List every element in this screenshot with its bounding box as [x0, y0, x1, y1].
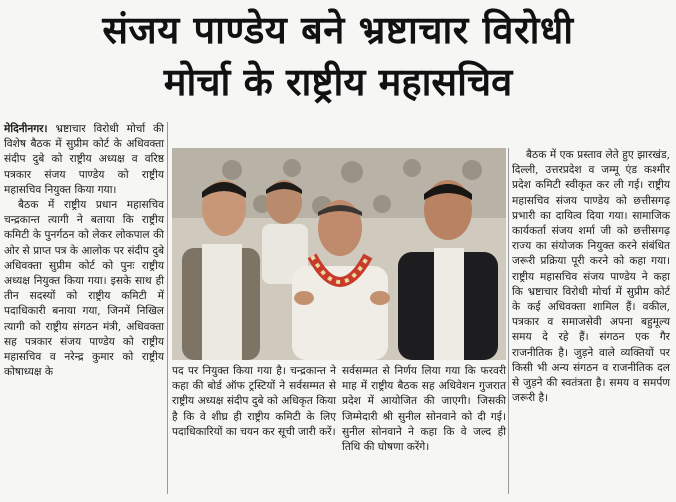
paragraph-2: बैठक में राष्ट्रीय प्रधान महासचिव चन्द्रकान्त त्यागी ने बताया कि राष्ट्रीय कमिटी के पुनर्गठन को लेकर लोकपाल की ओर से प्राप्त पत्र के आलोक पर संदीप दुबे अधिवक्ता सुप्रीम कोर्ट को पुनः राष्ट्रीय अध्यक्ष नियुक्त किया गया। इसके साथ ही तीन सदस्यों को राष्ट्रीय कमिटी में पदाधिकारी बनाया गया, जिनमें निखिल त्यागी को राष्ट्रीय संगठन मंत्री, अधिवक्ता सह पत्रकार संजय पाण्डेय को राष्ट्रीय महासचिव व नरेन्द्र कुमार को राष्ट्रीय कोषाध्यक्ष के [4, 199, 164, 379]
column-2b: सर्वसम्मत से निर्णय लिया गया कि फरवरी माह में राष्ट्रीय बैठक सह अधिवेशन गुजरात प्रदेश में आयोजित की जाएगी। जिसकी जिम्मेदारी श्री सुनील सोनवाने को दी गई। सुनील सोनवाने ने कहा कि वे जल्द ही तिथि की घोषणा करेंगे। [342, 365, 506, 454]
news-photo [172, 148, 506, 360]
headline-line-1: संजय पाण्डेय बने भ्रष्टाचार विरोधी [102, 8, 574, 52]
headline [0, 4, 676, 108]
article-column-2 [172, 364, 506, 455]
headline-line-2: मोर्चा के राष्ट्रीय महासचिव [163, 60, 513, 104]
column-divider-left [167, 122, 168, 494]
column-2a: पद पर नियुक्त किया गया है। चन्द्रकान्त ने कहा की बोर्ड ऑफ ट्रस्टियों ने सर्वसम्मत से राष्ट्रीय अध्यक्ष संदीप दुबे को अधिकृत किया है कि वे शीघ्र ही राष्ट्रीय कमिटी के लिए पदाधिकारियों का चयन कर सूची जारी करें। [172, 365, 336, 438]
paragraph-1: भ्रष्टाचार विरोधी मोर्चा की विशेष बैठक में सुप्रीम कोर्ट के अधिवक्ता संदीप दुबे को राष्ट्रीय अध्यक्ष व वरिष्ठ पत्रकार संजय पाण्डेय को राष्ट्रीय महासचिव नियुक्त किया गया। [4, 123, 165, 196]
dateline: मेदिनीनगर। [4, 123, 48, 135]
paragraph-3: बैठक में एक प्रस्ताव लेते हुए झारखंड, दिल्ली, उत्तरप्रदेश व जम्मू एंड कश्मीर प्रदेश कमिटी स्वीकृत कर ली गई। राष्ट्रीय महासचिव संजय पाण्डेय को छत्तीसगढ़ प्रभारी का दायित्व दिया गया। सामाजिक कार्यकर्ता संजय शर्मा जी को छत्तीसगढ़ राज्य का संयोजक नियुक्त करने संबंधित जरूरी प्रक्रिया पूरी करने को कहा गया। राष्ट्रीय महासचिव संजय पाण्डेय ने कहा कि भ्रष्टाचार विरोधी मोर्चा में सुप्रीम कोर्ट के कई अधिवक्ता शामिल हैं। वकील, पत्रकार व समाजसेवी अपना बहुमूल्य समय दे रहे हैं। संगठन एक गैर राजनीतिक है। जुड़ने वाले व्यक्तियों पर किसी भी अन्य संगठन व राजनीतिक दल से जुड़ने की स्वतंत्रता है। समय व समर्पण जरूरी है। [512, 149, 670, 405]
column-divider-right [508, 148, 509, 494]
article-column-1 [4, 122, 164, 380]
article-column-3 [512, 148, 670, 406]
photo-illustration [172, 148, 506, 360]
